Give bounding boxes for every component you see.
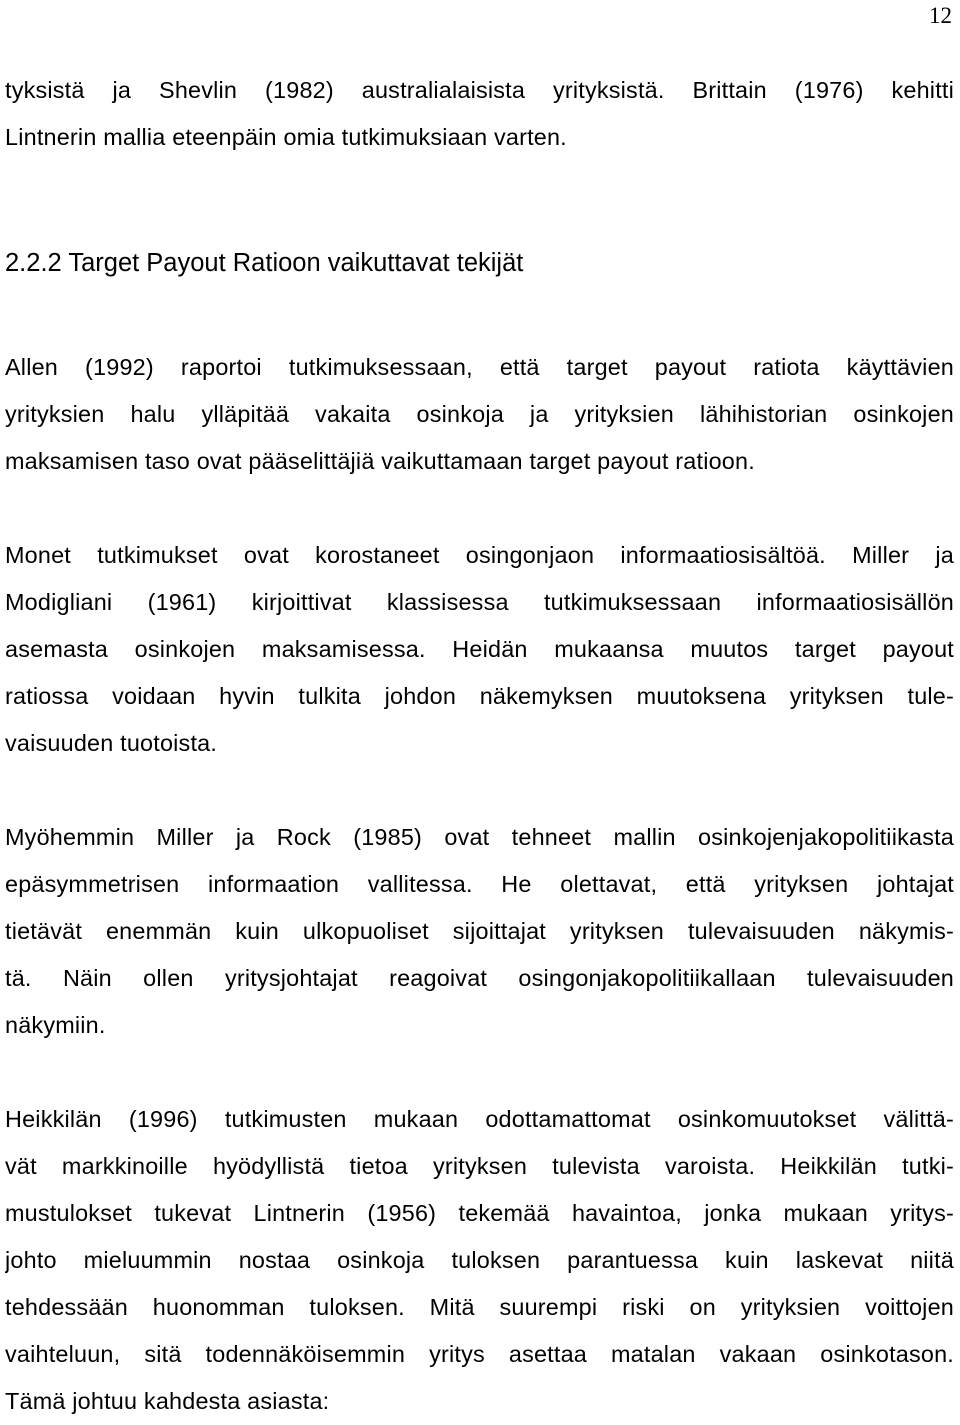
text-line: epäsymmetrisen informaation vallitessa. He olettavat, että yrityksen johtajat xyxy=(5,871,954,897)
text-line: asemasta osinkojen maksamisessa. Heidän mukaansa muutos target payout xyxy=(5,636,954,662)
text-line: Allen (1992) raportoi tutkimuksessaan, että target payout ratiota käyttävien xyxy=(5,354,954,380)
section-heading: 2.2.2 Target Payout Ratioon vaikuttavat tekijät xyxy=(5,249,524,277)
text-line: Lintnerin mallia eteenpäin omia tutkimuksiaan varten. xyxy=(5,124,567,150)
document-body xyxy=(5,67,954,1425)
text-line: näkymiin. xyxy=(5,1012,106,1038)
text-line: tehdessään huonomman tuloksen. Mitä suurempi riski on yrityksien voittojen xyxy=(5,1294,954,1320)
text-line: yrityksien halu ylläpitää vakaita osinkoja ja yrityksien lähihistorian osinkojen xyxy=(5,401,954,427)
text-line: Tämä johtuu kahdesta asiasta: xyxy=(5,1388,330,1414)
text-line: Heikkilän (1996) tutkimusten mukaan odottamattomat osinkomuutokset välittä- xyxy=(5,1106,954,1132)
text-line: mustulokset tukevat Lintnerin (1956) tekemää havaintoa, jonka mukaan yritys- xyxy=(5,1200,954,1226)
text-line: maksamisen taso ovat pääselittäjiä vaikuttamaan target payout ratioon. xyxy=(5,448,755,474)
text-line: Myöhemmin Miller ja Rock (1985) ovat tehneet mallin osinkojenjakopolitiikasta xyxy=(5,824,954,850)
page-number: 12 xyxy=(929,3,952,28)
paragraph-miller-rock xyxy=(5,814,954,1049)
paragraph-allen xyxy=(5,344,954,485)
text-line: ratiossa voidaan hyvin tulkita johdon näkemyksen muutoksena yrityksen tule- xyxy=(5,683,954,709)
text-line: tietävät enemmän kuin ulkopuoliset sijoittajat yrityksen tulevaisuuden näkymis- xyxy=(5,918,954,944)
paragraph-intro xyxy=(5,67,954,161)
paragraph-heikkila xyxy=(5,1096,954,1425)
text-line: Modigliani (1961) kirjoittivat klassisessa tutkimuksessaan informaatiosisällön xyxy=(5,589,954,615)
text-line: tä. Näin ollen yritysjohtajat reagoivat osingonjakopolitiikallaan tulevaisuuden xyxy=(5,965,954,991)
text-line: tyksistä ja Shevlin (1982) australialaisista yrityksistä. Brittain (1976) kehitti xyxy=(5,77,954,103)
text-line: Monet tutkimukset ovat korostaneet osingonjaon informaatiosisältöä. Miller ja xyxy=(5,542,954,568)
text-line: vaisuuden tuotoista. xyxy=(5,730,218,756)
text-line: vät markkinoille hyödyllistä tietoa yrityksen tulevista varoista. Heikkilän tutki- xyxy=(5,1153,954,1179)
paragraph-informaatio xyxy=(5,532,954,767)
text-line: vaihteluun, sitä todennäköisemmin yritys asettaa matalan vakaan osinkotason. xyxy=(5,1341,954,1367)
text-line: johto mieluummin nostaa osinkoja tuloksen parantuessa kuin laskevat niitä xyxy=(5,1247,954,1273)
